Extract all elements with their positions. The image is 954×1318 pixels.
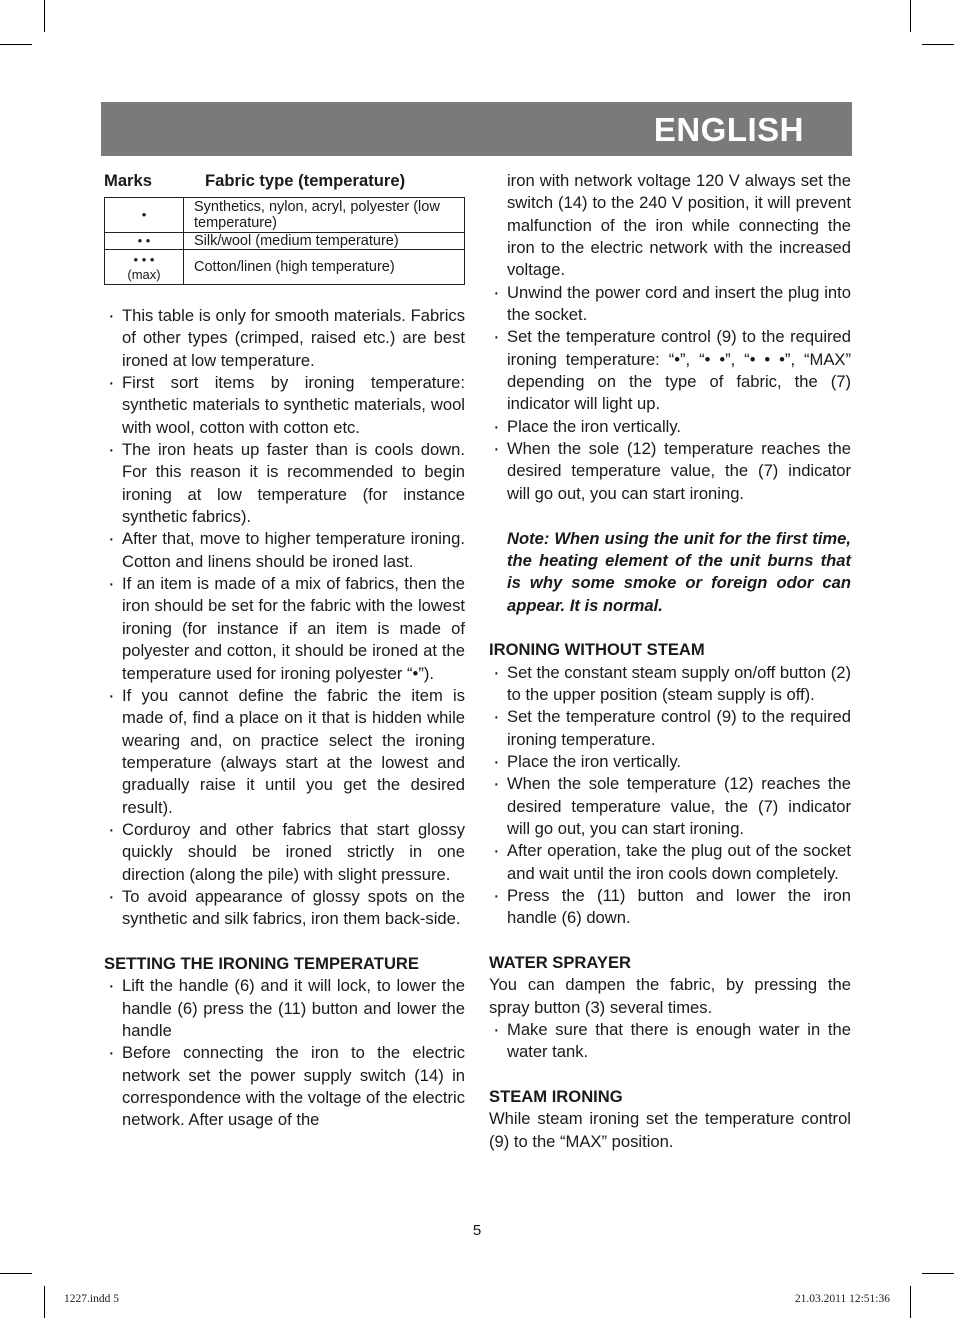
crop-mark [910,0,911,32]
list-item: · After operation, take the plug out of the socket and wait until the iron cools down completely. [489,840,851,885]
mark-max: (max) [127,267,161,282]
list-item: · After that, move to higher temperature ironing. Cotton and linens should be ironed last. [104,528,465,573]
without-steam-list [489,662,851,930]
crop-mark [44,0,45,32]
list-item: · Make sure that there is enough water in the water tank. [489,1019,851,1064]
fabric-cell: Silk/wool (medium temperature) [184,233,465,250]
water-sprayer-list [489,1019,851,1064]
list-item: · If you cannot define the fabric the item is made of, find a place on it that is hidden while wearing and, on practice select the ironing temperature (always start at the lowest and gradually raise it until you get the desired result). [104,685,465,819]
table-row [105,198,465,233]
fabric-cell: Synthetics, nylon, acryl, polyester (low temperature) [184,198,465,233]
language-banner [101,102,852,156]
column-header-fabric: Fabric type (temperature) [205,171,406,190]
list-item: · Press the (11) button and lower the iron handle (6) down. [489,885,851,930]
list-item: · Place the iron vertically. [489,416,851,438]
crop-mark [44,1286,45,1318]
list-item: · Before connecting the iron to the electric network set the power supply switch (14) in correspondence with the voltage of the electric network. After usage of the [104,1042,465,1131]
list-item: · The iron heats up faster than is cools down. For this reason it is recommended to begin ironing at low temperature (for instance synthetic fabrics). [104,439,465,528]
list-item: · When the sole (12) temperature reaches the desired temperature value, the (7) indicator will go out, you can start ironing. [489,438,851,505]
list-item: · Lift the handle (6) and it will lock, to lower the handle (6) press the (11) button and lower the handle [104,975,465,1042]
setting-temp-list [104,975,465,1131]
table-header [104,170,465,196]
list-item: · This table is only for smooth materials. Fabrics of other types (crimped, raised etc.) are best ironed at low temperature. [104,305,465,372]
list-item: · To avoid appearance of glossy spots on the synthetic and silk fabrics, iron them back-side. [104,886,465,931]
mark-cell [105,250,184,285]
crop-mark [910,1286,911,1318]
date-slug: 21.03.2011 12:51:36 [794,1293,890,1305]
crop-mark [922,44,954,45]
continued-paragraph: iron with network voltage 120 V always set the switch (14) to the 240 V position, it will prevent malfunction of the iron while connecting the iron to the electric network with the increased voltage. [507,171,851,280]
mark-dots: • • • [133,252,155,267]
list-item: · Unwind the power cord and insert the plug into the socket. [489,282,851,327]
section-heading: STEAM IRONING [489,1087,623,1107]
list-item: · If an item is made of a mix of fabrics, then the iron should be set for the fabric with the lowest ironing (for instance if an item is made of polyester and cotton, it should be ironed at the temperature used for ironing polyester “•”). [104,573,465,685]
page-number: 5 [472,1222,482,1239]
section-heading: WATER SPRAYER [489,953,631,973]
list-item: · Corduroy and other fabrics that start glossy quickly should be ironed strictly in one direction (along the pile) with slight pressure. [104,819,465,886]
file-slug: 1227.indd 5 [64,1293,119,1305]
note-text: Note: When using the unit for the first time, the heating element of the unit burns that is why some smoke or foreign odor can appear. It is normal. [507,528,851,615]
temperature-table [104,197,465,285]
fabric-tips-list [104,305,465,931]
list-item: · Set the temperature control (9) to the required ironing temperature. [489,706,851,751]
fabric-cell: Cotton/linen (high temperature) [184,250,465,285]
list-item: · Set the temperature control (9) to the required ironing temperature: “•”, “• •”, “• • •”, “MAX” depending on the type of fabric, the (7) indicator will light up. [489,326,851,415]
list-item: · Set the constant steam supply on/off button (2) to the upper position (steam supply is off). [489,662,851,707]
mark-cell: • • [105,233,184,250]
table-row [105,233,465,250]
crop-mark [0,44,32,45]
paragraph: You can dampen the fabric, by pressing the spray button (3) several times. [489,975,851,1017]
section-heading: IRONING WITHOUT STEAM [489,640,705,660]
table-row [105,250,465,285]
list-item: · When the sole temperature (12) reaches the desired temperature value, the (7) indicator will go out, you can start ironing. [489,773,851,840]
paragraph: While steam ironing set the temperature control (9) to the “MAX” position. [489,1109,851,1151]
left-column [104,170,465,1132]
crop-mark [922,1273,954,1274]
page-title: ENGLISH [653,111,804,148]
crop-mark [0,1273,32,1274]
mark-cell: • [105,198,184,233]
setting-temp-list-continued [489,282,851,505]
section-heading: SETTING THE IRONING TEMPERATURE [104,953,419,973]
column-header-marks: Marks [104,171,152,190]
list-item: · Place the iron vertically. [489,751,851,773]
list-item: · First sort items by ironing temperature: synthetic materials to synthetic materials, wool with wool, cotton with cotton etc. [104,372,465,439]
right-column [489,170,851,1153]
